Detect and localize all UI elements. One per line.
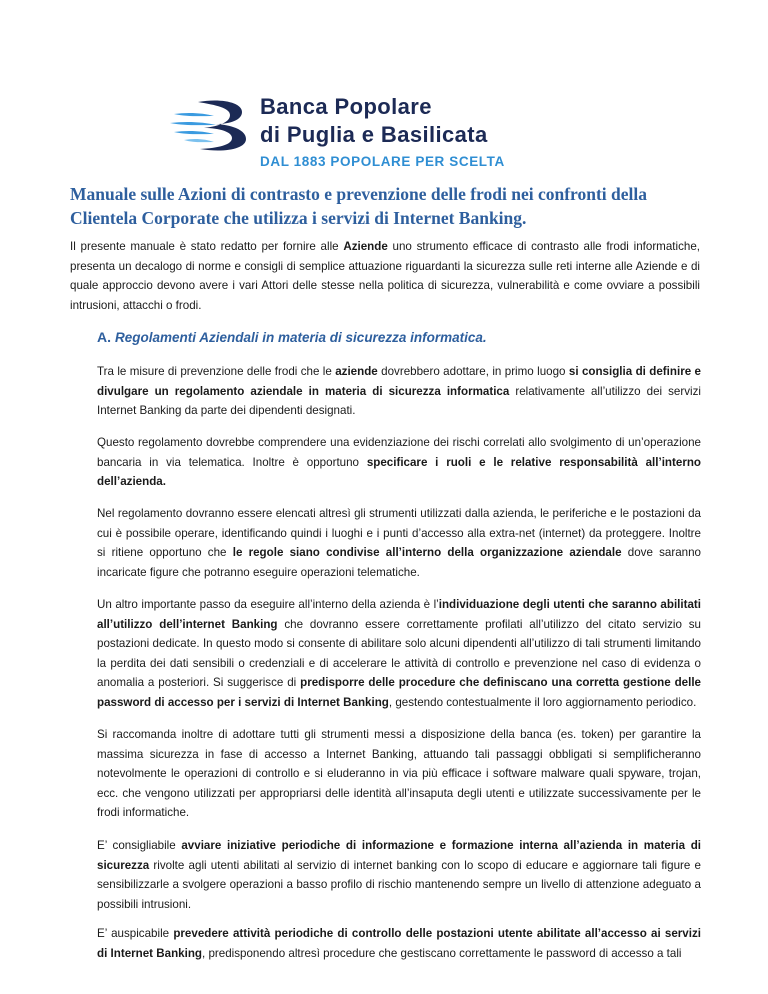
- section-a-paragraph-7: E’ auspicabile prevedere attività periodiche di controllo delle postazioni utente abilitate all’accesso ai servizi di Internet Banking, predisponendo altresì procedure che gestiscano correttamente le password di accesso a tali: [97, 927, 701, 960]
- logo-tagline: DAL 1883 POPOLARE PER SCELTA: [260, 154, 505, 169]
- section-a-paragraph-1: Tra le misure di prevenzione delle frodi che le aziende dovrebbero adottare, in primo luogo si consiglia di definire e divulgare un regolamento aziendale in materia di sicurezza informatica relativamente all’utilizzo dei servizi Internet Banking da parte dei dipendenti designati.: [97, 365, 701, 417]
- bank-logo: [168, 90, 598, 176]
- section-a-paragraph-6: E’ consigliabile avviare iniziative periodiche di informazione e formazione interna all’azienda in materia di sicurezza rivolte agli utenti abilitati al servizio di internet banking con lo scopo di educare e aggiornare tali figure e sensibilizzarle a svolgere operazioni a basso profilo di rischio mantenendo sempre un livello di attenzione adeguato a possibili intrusioni.: [97, 839, 701, 911]
- document-title: Manuale sulle Azioni di contrasto e prevenzione delle frodi nei confronti della Clientela Corporate che utilizza i servizi di Internet Banking.: [70, 184, 647, 228]
- section-a-heading: [97, 329, 697, 345]
- section-a-letter: A.: [97, 329, 111, 345]
- intro-paragraph: Il presente manuale è stato redatto per fornire alle Aziende uno strumento efficace di contrasto alle frodi informatiche, presenta un decalogo di norme e consigli di semplice attuazione riguardanti la sicurezza sulle reti interne alle Aziende e di quale approccio devono avere i vari Attori delle stesse nella politica di sicurezza, vulnerabilità e come ovviare a possibili intrusioni, attacchi o frodi.: [70, 240, 700, 312]
- section-a-paragraph-2: Questo regolamento dovrebbe comprendere una evidenziazione dei rischi correlati allo svolgimento di un’operazione bancaria in via telematica. Inoltre è opportuno specificare i ruoli e le relative responsabilità all’interno dell’azienda.: [97, 436, 701, 488]
- logo-line-1: Banca Popolare: [260, 94, 432, 119]
- section-a-title: Regolamenti Aziendali in materia di sicurezza informatica.: [115, 330, 487, 345]
- section-a-paragraph-5: Si raccomanda inoltre di adottare tutti gli strumenti messi a disposizione della banca (es. token) per garantire la massima sicurezza in fase di accesso a Internet Banking, attuando tali passaggi obbligati si semplificheranno notevolmente le operazioni di controllo e si eluderanno in via più efficace i software malware quali spyware, trojan, ecc. che vengono utilizzati per appropriarsi delle identità all’insaputa degli utenti e utilizzate successivamente per le frodi informatiche.: [97, 728, 701, 819]
- bank-logo-mark-icon: [168, 96, 250, 152]
- section-a-paragraph-4: Un altro importante passo da eseguire all’interno della azienda è l’individuazione degli utenti che saranno abilitati all’utilizzo dell’internet Banking che dovranno essere correttamente profilati all’utilizzo del citato servizio su postazioni dedicate. In questo modo si consente di abilitare solo alcuni dipendenti all’utilizzo di tali strumenti limitando la perdita dei dati sensibili o credenziali e di accelerare le attività di controllo e prevenzione nel caso di evidenza o anomalia a posteriori. Si suggerisce di predisporre delle procedure che definiscano una corretta gestione delle password di accesso per i servizi di Internet Banking, gestendo contestualmente il loro aggiornamento periodico.: [97, 598, 701, 709]
- section-a-paragraph-3: Nel regolamento dovranno essere elencati altresì gli strumenti utilizzati dalla azienda, le periferiche e le postazioni da cui è possibile operare, identificando quindi i luoghi e i punti d’accesso alla extra-net (internet) da proteggere. Inoltre si ritiene opportuno che le regole siano condivise all’interno della organizzazione aziendale dove saranno incaricate figure che potranno eseguire operazioni telematiche.: [97, 507, 702, 579]
- logo-line-2: di Puglia e Basilicata: [260, 122, 488, 147]
